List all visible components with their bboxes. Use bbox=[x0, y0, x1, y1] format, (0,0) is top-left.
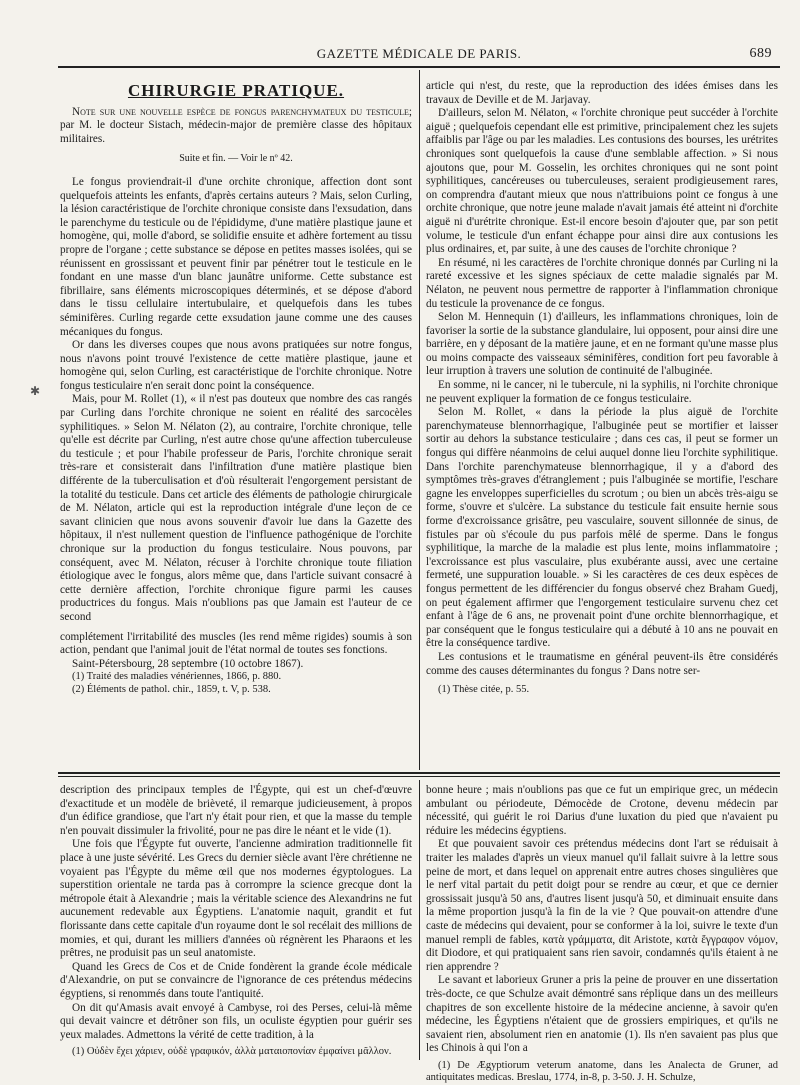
article-title-lead: Note sur une nouvelle espèce de fongus parenchymateux du testicule bbox=[72, 105, 409, 118]
paragraph: bonne heure ; mais n'oublions pas que ce fut un empirique grec, un médecin ambulant ou périodeute, Démocède de Crotone, devenu médecin par nécessité, qui guérit le roi Darius d'une luxation du pied que n'avaient pu réduire les médecins égyptiens. bbox=[426, 784, 778, 837]
right-column bbox=[426, 80, 778, 770]
footnotes bbox=[426, 684, 778, 697]
tail-paragraph: complétement l'irritabilité des muscles (les rend même rigides) soumis à son action, pendant que l'animal jouit de l'état normal de toutes ses fonctions. bbox=[60, 630, 412, 657]
footnotes bbox=[426, 1060, 778, 1085]
paragraph: En résumé, ni les caractères de l'orchite chronique donnés par Curling ni la rareté excessive et les signes spéciaux de cette maladie signalés par M. Nélaton, ne peuvent nous permettre de rapporter à l'inflammation chronique du testicule la provenance de ce fongus. bbox=[426, 256, 778, 310]
running-title: GAZETTE MÉDICALE DE PARIS. bbox=[316, 46, 522, 61]
article-title-rest: ; par M. le docteur Sistach, médecin-major de première classe des hôpitaux militaires. bbox=[60, 105, 412, 145]
footnote: (2) Éléments de pathol. chir., 1859, t. V, p. 538. bbox=[72, 683, 271, 695]
footnote: (1) Οὐδὲν ἔχει χάριεν, οὐδὲ γραφικόν, ἀλλὰ ματαιοπονίαν ἐμφαίνει μᾶλλον. bbox=[72, 1046, 392, 1058]
footnote: (1) De Ægyptiorum veterum anatome, dans les Analecta de Gruner, ad antiquitates medicas. Breslau, 1774, in-8, p. 3-50. J. H. Schulze, bbox=[426, 1059, 778, 1084]
left-column bbox=[60, 80, 412, 770]
lower-right-column bbox=[426, 784, 778, 1084]
column-divider bbox=[419, 70, 420, 770]
continuation-note: Suite et fin. — Voir le nº 42. bbox=[179, 153, 293, 165]
paragraph: Or dans les diverses coupes que nous avons pratiquées sur notre fongus, nous n'avons point trouvé l'existence de cette matière plastique, jaune et homogène qui, selon Curling, est caractéristique de l'orchite chronique. Notre fongus testiculaire n'en serait donc point la conséquence. bbox=[60, 339, 412, 392]
paragraph: article qui n'est, du reste, que la reproduction des idées émises dans les travaux de Deville et de M. Jarjavay. bbox=[426, 80, 778, 106]
header-rule bbox=[58, 66, 780, 68]
paragraph: Selon M. Rollet, « dans la période la plus aiguë de l'orchite parenchymateuse blennorrhagique, l'albuginée peut se mortifier et laisser sortir au dehors la substance testiculaire ; dans ces cas, il peut se former un fongus qui diffère néanmoins de celui auquel donne lieu l'orchite syphilitique. Dans l'orchite parenchymateuse blennorrhagique, il y a d'abord des symptômes très-graves d'étranglement ; puis l'albuginée se mortifie, l'eschare gagne les enveloppes superficielles du scrotum ; ou bien un abcès très-aigu se forme, s'ouvre et s'ulcère. La substance du testicule fait ensuite hernie sous forme d'excroissance grisâtre, peu vasculaire, souvent sillonnée de sinus, de fistules par où s'écoule du pus parfois mêlé de sperme. Dans le fongus syphilitique, la marche de la maladie est plus lente, moins inflammatoire ; l'excroissance est plus vasculaire, plus exubérante aussi, avec une certaine fermeté, une suppuration louable. » Si les caractères de ces deux espèces de fongus permettent de les différencier du fongus observé chez Braham Guedj, on peut également affirmer que l'engorgement testiculaire survenu chez cet enfant à l'âge de 6 ans, ne provenait point d'une orchite blennorrhagique, et par conséquent que le fongus testiculaire qui a débuté à 10 ans ne pouvait en être la conséquence tardive. bbox=[426, 406, 778, 650]
dateline: Saint-Pétersbourg, 28 septembre (10 octobre 1867). bbox=[72, 657, 304, 670]
paragraph: Les contusions et le traumatisme en général peuvent-ils être considérés comme des causes déterminantes du fongus ? Dans notre ser- bbox=[426, 650, 778, 677]
lower-column-divider bbox=[419, 780, 420, 1060]
footnotes bbox=[60, 671, 412, 696]
lower-left-column bbox=[60, 784, 412, 1060]
paragraph: Une fois que l'Égypte fut ouverte, l'ancienne admiration traditionnelle fit place à une juste sévérité. Les Grecs du dernier siècle avant l'ère chrétienne ne voyaient pas l'Égypte du même œil que nos modernes égyptologues. La superstition orientale ne tarda pas à corrompre la science grecque dont la métropole était à Alexandrie ; mais la véritable science des Alexandrins ne fut aucunement redevable aux Égyptiens. L'anatomie naquit, grandit et fut florissante dans cette capitale d'un royaume dont le sol recélait des millions de momies, et qui, durant les milliers d'années où régnèrent les Pharaons et les prêtres, ne produisit pas un seul anatomiste. bbox=[60, 838, 412, 960]
paragraph: Le fongus proviendrait-il d'une orchite chronique, affection dont sont quelquefois atteints les enfants, d'après certains auteurs ? Mais, selon Curling, la lésion caractéristique de l'orchite chronique consiste dans l'exsudation, dans le parenchyme du testicule ou de l'épididyme, d'une matière plastique jaune et homogène, qui, molle d'abord, se solidifie ensuite et adhère fortement au tissu propre de l'organe ; cette substance se dépose en petites masses isolées, qui se réunissent en grossissant et peuvent finir par pénétrer tout le testicule en le fondant en une masse d'un blanc jaunâtre uniforme. Cette substance est fibrillaire, sans éléments microscopiques déterminés, et se dépose d'abord dans le tissu cellulaire intertubulaire, et quelquefois dans les tubes séminifères. Curling regarde cette exsudation jaune comme une des causes mécaniques du fongus. bbox=[60, 175, 412, 338]
section-divider bbox=[58, 772, 780, 774]
section-divider-lower bbox=[58, 776, 780, 777]
article-title bbox=[60, 106, 412, 147]
footnote: (1) Traité des maladies vénériennes, 1866, p. 880. bbox=[72, 671, 282, 683]
running-header bbox=[60, 42, 778, 64]
footnotes bbox=[60, 1046, 412, 1059]
paragraph: Mais, pour M. Rollet (1), « il n'est pas douteux que nombre des cas rangés par Curling dans l'orchite chronique ne soient en réalité des sarcocèles syphilitiques. » Selon M. Nélaton (2), au contraire, l'orchite chronique, telle qu'elle est décrite par Curling, n'est autre chose qu'une affection tuberculeuse du testicule ; et pour l'habile professeur de Paris, l'orchite chronique serait très-rare et consisterait dans l'infiltration d'une matière plastique bien différente de la tuberculisation et d'où résulterait l'engorgement persistant de la totalité du testicule. Dans cet article des éléments de pathologie chirurgicale de M. Nélaton, article qui est la reproduction intégrale d'une leçon de ce savant clinicien que nous avons souvenir d'avoir lue dans la Gazette des hôpitaux, il n'est nullement question de l'influence pathogénique de l'orchite chronique sur la production du fongus testiculaire. Nous pouvons, par conséquent, avec M. Nélaton, récuser à l'orchite chronique toute filiation étiologique avec le fongus, alors même que, dans l'article suivant consacré à cette dernière affection, l'orchite chronique figure parmi les causes productrices du fongus. Mais n'oublions pas que Jamain est l'auteur de ce second bbox=[60, 393, 412, 623]
paragraph: Et que pouvaient savoir ces prétendus médecins dont l'art se réduisait à traiter les malades d'après un vieux manuel qu'il fallait suivre à la lettre sous peine de mort, et dans lequel on apprenait entre autres choses singulières que le nerf vital partait du petit doigt pour se rendre au cœur, et que ce dernier grossissait jusqu'à 50 ans, d'autres lisent jusqu'à 50, et diminuait ensuite dans la même proportion jusqu'à la fin de la vie ? Que pouvait-on attendre d'une caste de médecins qui devaient, pour se conformer à la loi, suivre le texte d'un manuel rempli de fables, κατὰ γράμματα, dit Aristote, κατὰ ἔγγραφον νόμον, dit Diodore, et qui pratiquaient sans rien savoir, condamnés qu'ils étaient à ne rien apprendre ? bbox=[426, 838, 778, 973]
footnote: (1) Thèse citée, p. 55. bbox=[438, 684, 530, 696]
paragraph: On dit qu'Amasis avait envoyé à Cambyse, roi des Perses, celui-là même qui devait vaincre et détrôner son fils, un oculiste égyptien pour guérir ses yeux malades. Admettons la vérité de cette tradition, à la bbox=[60, 1001, 412, 1041]
paragraph: Le savant et laborieux Gruner a pris la peine de prouver en une dissertation très-docte, ce que Schulze avait démontré sans réplique dans un des meilleurs chapitres de son excellente histoire de la médecine ancienne, à savoir qu'en médecine, les Égyptiens n'étaient que de grossiers empiriques, et qu'ils ne savaient rien, absolument rien en anatomie (1). Ils n'en savaient pas plus que les Chinois à qui l'on a bbox=[426, 974, 778, 1055]
paragraph: Quand les Grecs de Cos et de Cnide fondèrent la grande école médicale d'Alexandrie, on put se convaincre de l'ignorance de ces prétendus médecins égyptiens, si renommés dans toute l'antiquité. bbox=[60, 960, 412, 1000]
paragraph: description des principaux temples de l'Égypte, qui est un chef-d'œuvre d'exactitude et un modèle de brièveté, il remarque judicieusement, à propos d'un édifice grandiose, que l'art n'y était pour rien, et que la masse du temple n'en pouvait dissimuler la frivolité, pour ne pas dire le néant et le vide (1). bbox=[60, 784, 412, 837]
margin-mark: ✱ bbox=[30, 384, 41, 398]
paragraph: D'ailleurs, selon M. Nélaton, « l'orchite chronique peut succéder à l'orchite aiguë ; quelquefois cependant elle est primitive, principalement chez les sujets affaiblis par l'âge ou par les maladies. Les contusions des bourses, les urétrites chroniques sont quelquefois la cause d'une semblable affection. » Si nous ajoutons que, pour M. Gosselin, les orchites chroniques qui ne sont point syphilitiques, cancéreuses ou tuberculeuses, seraient prodigieusement rares, on comprendra d'autant mieux que nous n'attribuions point ce fongus à une orchite chronique, que notre jeune malade n'avait jamais été atteint ni d'orchite aiguë ni d'urétrite chronique. Est-il encore besoin d'ajouter que, par son petit volume, le testicule d'un enfant échappe pour ainsi dire aux contusions les plus ordinaires, et, par suite, à une des causes de l'orchite chronique ? bbox=[426, 107, 778, 256]
page-number: 689 bbox=[749, 46, 772, 61]
paragraph: Selon M. Hennequin (1) d'ailleurs, les inflammations chroniques, loin de favoriser la sortie de la substance glandulaire, lui opposent, pour ainsi dire une barrière, en y déposant de la matière jaune, et en ne formant qu'une masse plus ou moins compacte des vaisseaux séminifères, condition fort peu favorable à leur irruption à travers une solution de continuité de l'albuginée. bbox=[426, 311, 778, 378]
paragraph: En somme, ni le cancer, ni le tubercule, ni la syphilis, ni l'orchite chronique ne peuvent expliquer la formation de ce fongus testiculaire. bbox=[426, 379, 778, 405]
section-title: CHIRURGIE PRATIQUE. bbox=[127, 81, 345, 100]
